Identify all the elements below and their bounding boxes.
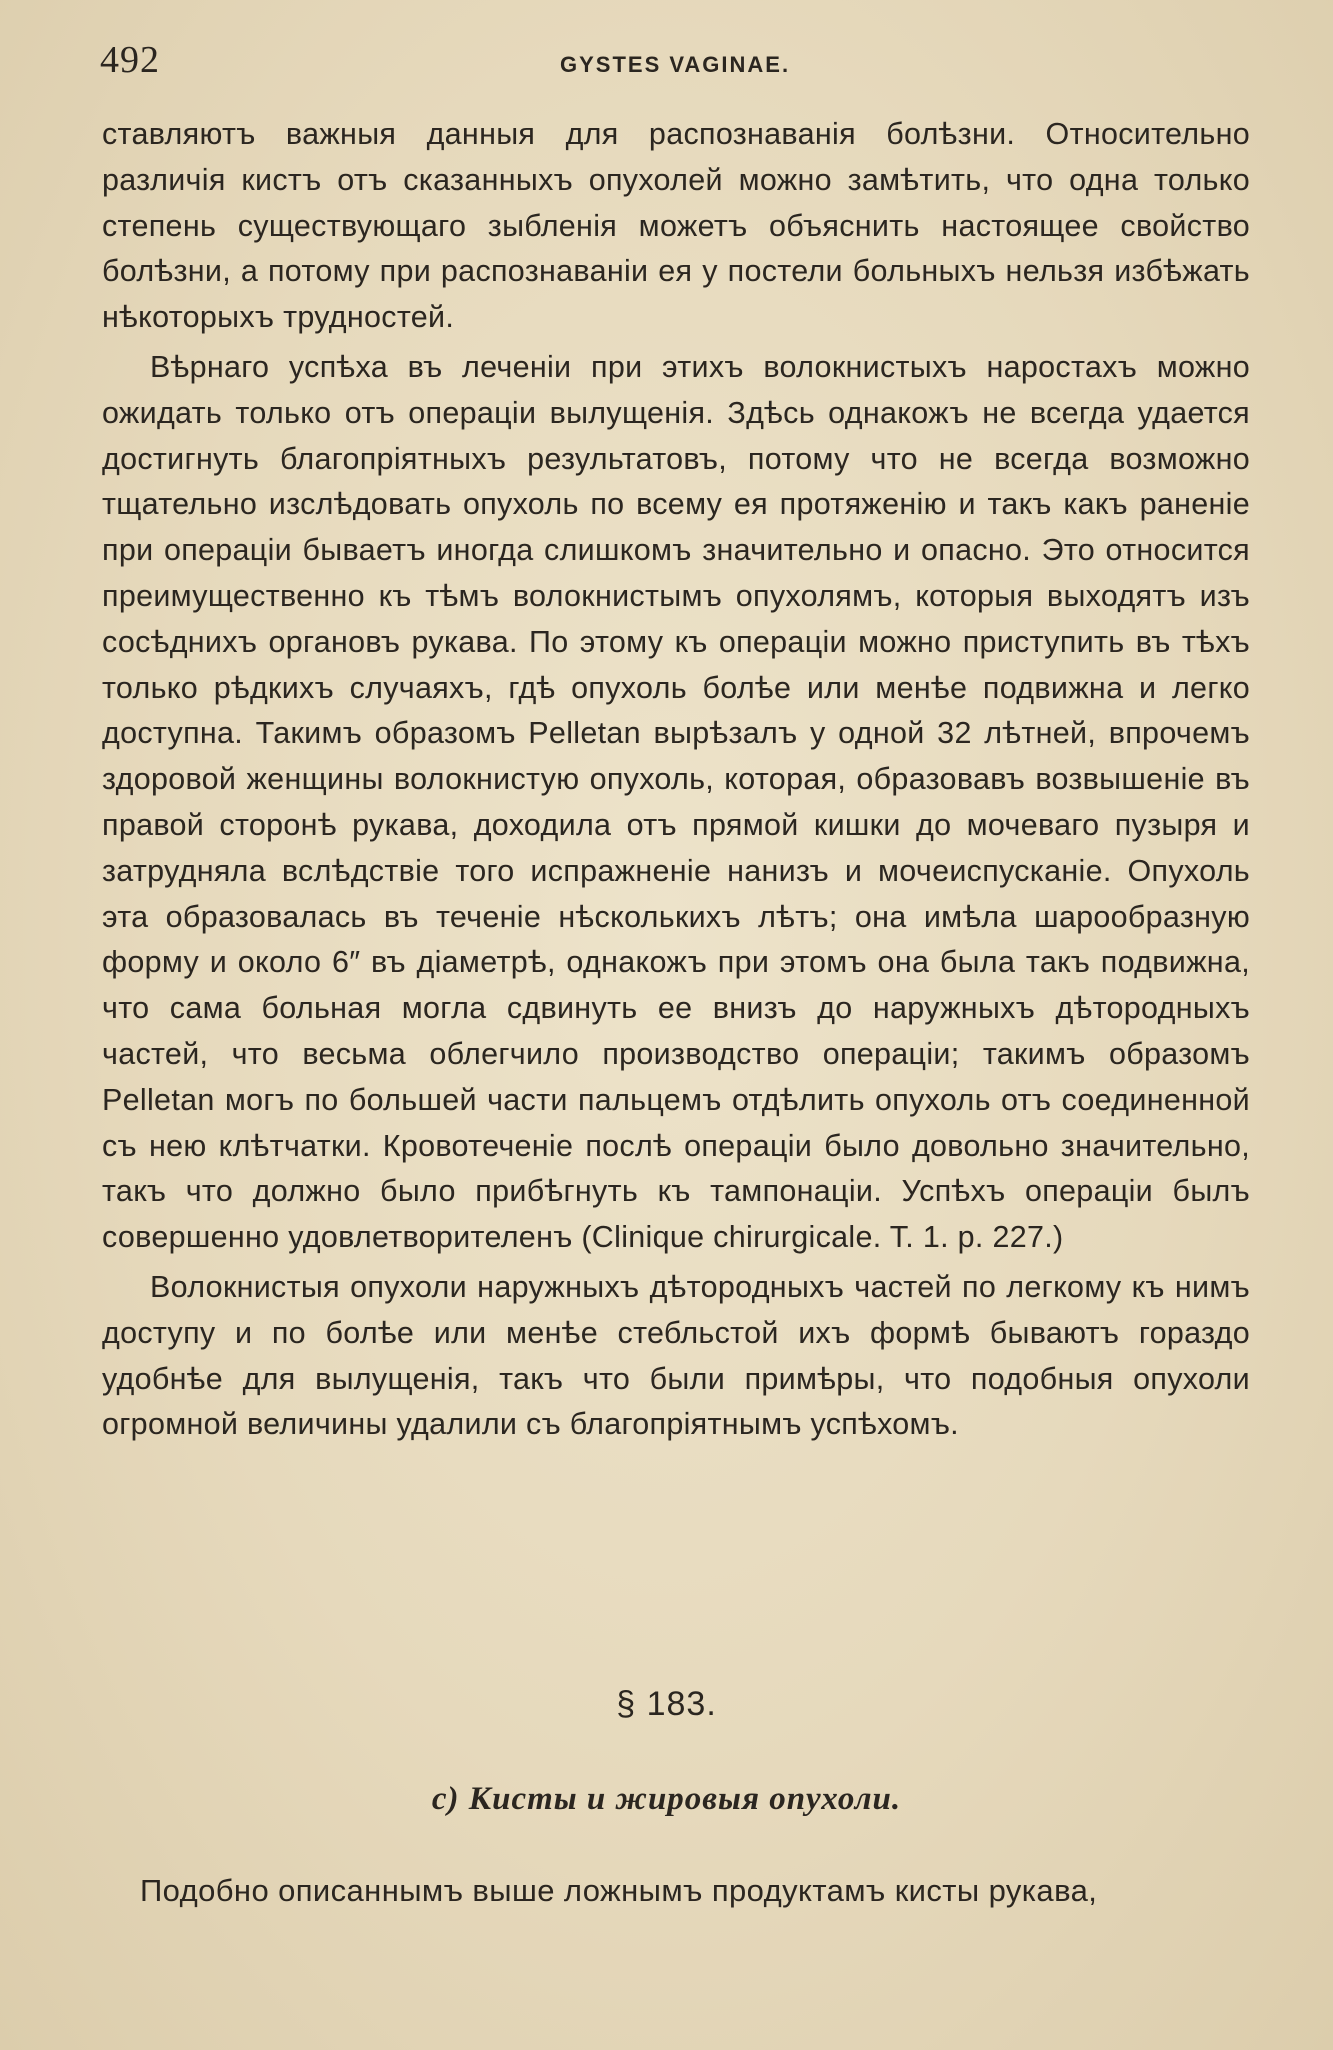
paragraph-treatment: Вѣрнаго успѣха въ леченіи при этихъ волокнистыхъ наростахъ можно ожидать только отъ операціи вылущенія. Здѣсь однакожъ не всегда удается достигнуть благопріятныхъ результатовъ, потому что не всегда возможно тщательно изслѣдовать опухоль по всему ея протяженію и такъ какъ раненіе при операціи бываетъ иногда слишкомъ значительно и опасно. Это относится преимущественно къ тѣмъ волокнистымъ опухолямъ, которыя выходятъ изъ сосѣднихъ органовъ рукава. По этому къ операціи можно приступить въ тѣхъ только рѣдкихъ случаяхъ, гдѣ опухоль болѣе или менѣе подвижна и легко доступна. Такимъ образомъ Pelletan вырѣзалъ у одной 32 лѣтней, впрочемъ здоровой женщины волокнистую опухоль, которая, образовавъ возвышеніе въ правой сторонѣ рукава, доходила отъ прямой кишки до мочеваго пузыря и затрудняла вслѣдствіе того испражненіе нанизъ и мочеиспусканіе. Опухоль эта образовалась въ теченіе нѣсколькихъ лѣтъ; она имѣла шарообразную форму и около 6″ въ діаметрѣ, однакожъ при этомъ она была такъ подвижна, что сама больная могла сдвинуть ее внизъ до наружныхъ дѣтородныхъ частей, что весьма облегчило производство операціи; такимъ образомъ Pelletan могъ по большей части пальцемъ отдѣлить опухоль отъ соединенной съ нею клѣтчатки. Кровотеченіе послѣ операціи было довольно значительно, такъ что должно было прибѣгнуть къ тампонаціи. Успѣхъ операціи былъ совершенно удовлетворителенъ (Clinique chirurgicale. T. 1. p. 227.) — [102, 349, 1250, 1255]
body-text — [102, 112, 1250, 1452]
running-head — [100, 38, 1260, 88]
section-number: § 183. — [616, 1685, 717, 1723]
running-title: GYSTES VAGINAE. — [560, 52, 791, 77]
paragraph-continuation: ставляютъ важныя данныя для распознаванія болѣзни. Относительно различія кистъ отъ сказанныхъ опухолей можно замѣтить, что одна только степень существующаго зыбленія можетъ объяснить настоящее свойство болѣзни, а потому при распознаваніи ея у постели больныхъ нельзя избѣжать нѣкоторыхъ трудностей. — [102, 117, 1250, 335]
page-number: 492 — [100, 39, 160, 81]
paragraph-cysts-start: Подобно описаннымъ выше ложнымъ продуктамъ кисты рукава, — [140, 1873, 1098, 1908]
section-title: c) Кисты и жировыя опухоли. — [431, 1781, 902, 1817]
paragraph-external-tumors: Волокнистыя опухоли наружныхъ дѣтородныхъ частей по легкому къ нимъ доступу и по болѣе или менѣе стебльстой ихъ формѣ бываютъ гораздо удобнѣе для вылущенія, такъ что были примѣры, что подобныя опухоли огромной величины удалили съ благопріятнымъ успѣхомъ. — [102, 1269, 1250, 1442]
